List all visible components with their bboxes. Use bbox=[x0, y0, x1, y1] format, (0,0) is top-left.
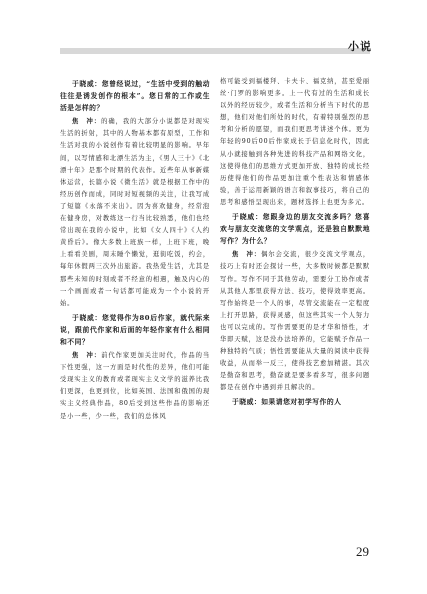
continued-paragraph: 格可能受到福楼拜、卡夫卡、福克纳，甚至爱丽丝·门罗的影响更多。上一代有过的生活和成长以外的经历较少，或者生活和分析当下时代的思想，他们对他们所处的时代，有着特别强烈的思考和分析的愿望，而我们更思考讲述个体。更为年轻的90后00后作家成长于信息化时代，因此从小就接触到各种先进的科技产品和网络文化，这使得他们的思维方式更加开放、独特的成长经历使得他们的作品更加注重个性表达和情感体验，善于运用新颖的语言和叙事技巧，将自己的思考和感悟呈现出来，题材选择上也更为多元。 bbox=[220, 78, 370, 206]
speaker-name: 焦 冲： bbox=[232, 251, 262, 259]
answer-paragraph bbox=[60, 350, 210, 423]
answer-text: 前代作家更加关注时代，作品的当下性更强，这一方面是时代性的差异，他们可能受现实主义的教育或者现实主义文学的滋养比我们更深，也更到位，比如英国、法国和俄国的现实主义经典作品，80后受到这些作品的影响还是小一些，少一些，我们的总体风 bbox=[60, 352, 211, 420]
header-rule bbox=[60, 48, 370, 54]
speaker-name: 于晓威： bbox=[232, 213, 263, 222]
answer-paragraph bbox=[60, 116, 210, 310]
question-paragraph bbox=[220, 211, 370, 247]
speaker-name: 于晓威： bbox=[232, 398, 262, 407]
page-number: 29 bbox=[356, 544, 369, 559]
speaker-name: 于晓威： bbox=[72, 313, 103, 322]
speaker-name: 于晓威： bbox=[72, 80, 102, 88]
question-paragraph bbox=[220, 396, 370, 408]
speaker-name: 焦 冲： bbox=[72, 118, 102, 126]
question-text: 如果请您对初学写作的人 bbox=[261, 398, 342, 407]
answer-text: 的确，我的大部分小说都是对现实生活的折射，其中的人物基本都有原型，工作和生活对我的小说创作有着比较明显的影响。早年间，以写情感和北漂生活为主，《男人三十》《北漂十年》是那个时期的代表作。近些年从事新媒体运营，长篇小说《微生活》就是根据工作中的经历创作而成，同时对短视频的关注，让我写成了短篇《永落不来出》。因为喜欢健身，经常泡在健身房，对教练这一行当比较熟悉，他们也经常出现在我的小说中，比如《女人四十》《人约黄昏后》。像大多数上班族一样，上班下班，晚上看看美剧，周末睡个懒觉，逛街吃饭，约会，每年休假两三次外出旅游。我热爱生活，尤其是那些未知的时刻或者不经意的相遇，触及内心的一个画面或者一句话都可能成为一个小说的开始。 bbox=[60, 118, 211, 307]
left-column bbox=[60, 78, 210, 423]
section-label: 小说 bbox=[348, 40, 372, 53]
answer-text: 偶尔会交流，很少交流文学观点，技巧上有时还会探讨一些，大多数时候都是默默写作。写作不同于其他劳动，需要分工协作或者从其他人那里获得方法、技巧，使得效率更高。写作始终是一个人的事，尽管交流能在一定程度上打开思路，获得灵感，但这些其实一个人努力也可以完成的。写作需要更的是才华和悟性，才华即天赋，这是没办法培养的，它能赋予作品一种独特的气质；悟性需要能从大量的阅读中获得收益，从而举一反三，使得技艺愈加精湛。其次是勤奋和思考，勤奋就是要多看多写，很多问题都是在创作中遇到并且解决的。 bbox=[220, 251, 371, 392]
question-paragraph bbox=[60, 312, 210, 348]
speaker-name: 焦 冲： bbox=[72, 352, 102, 360]
question-text: 您跟身边的朋友交流多吗？您喜欢与朋友交流您的文学观点，还是独自默默地写作？为什么？ bbox=[220, 213, 371, 246]
question-paragraph bbox=[60, 78, 210, 114]
answer-paragraph bbox=[220, 249, 370, 394]
right-column bbox=[220, 76, 370, 409]
question-text: 您觉得作为80后作家，就代际来说，跟前代作家和后面的年轻作家有什么相同和不同？ bbox=[60, 313, 210, 346]
question-text: 您曾经说过，“生活中受到的触动往往是诱发创作的根本”。您日常的工作或生活是怎样的？ bbox=[60, 80, 210, 113]
